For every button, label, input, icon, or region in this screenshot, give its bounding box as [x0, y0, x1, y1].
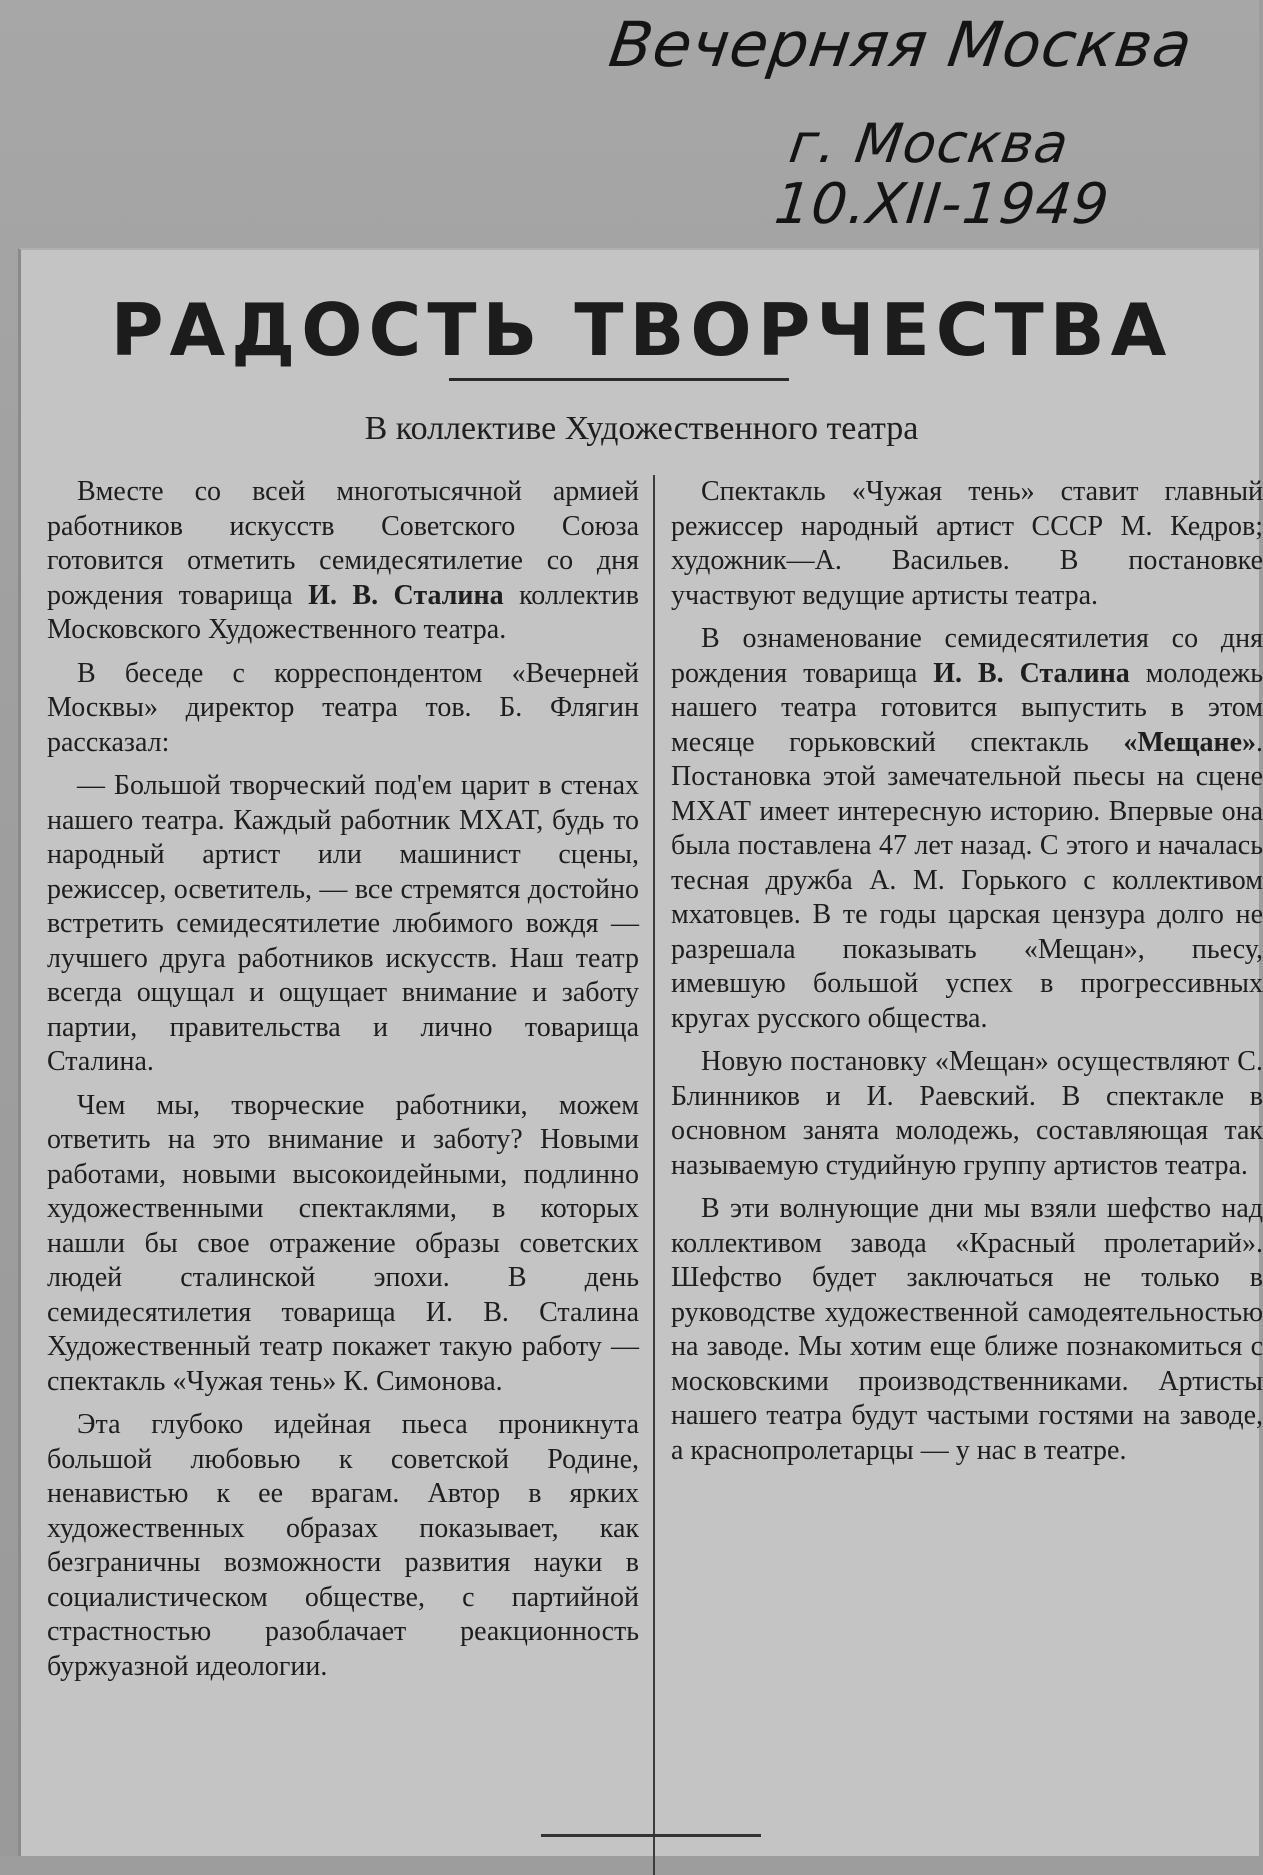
- paragraph: [47, 769, 639, 1080]
- paragraph: [47, 1408, 639, 1684]
- text-run: В ознаменование семидесятилетия со дня рождения товарища: [671, 623, 1263, 689]
- bold-text: И. В. Сталина: [308, 579, 504, 611]
- headline-rule: [449, 378, 789, 381]
- text-run: Спектакль «Чужая тень» ставит главный режиссер народный артист СССР М. Кедров; художник—А. Васильев. В постановке участвуют ведущие артисты театра.: [671, 476, 1263, 611]
- bold-text: И. В. Сталина: [933, 657, 1130, 689]
- paragraph: [671, 1192, 1263, 1468]
- right-column: [671, 475, 1263, 1477]
- text-run: Вместе со всей многотысячной армией работников искусств Советского Союза готовится отметить семидесятилетие со дня рождения товарища: [47, 476, 639, 611]
- paragraph: [671, 1045, 1263, 1183]
- article-headline: РАДОСТЬ ТВОРЧЕСТВА: [110, 288, 1173, 372]
- paragraph: [47, 657, 639, 761]
- paragraph: [671, 622, 1263, 1036]
- newspaper-clipping: [18, 248, 1263, 1856]
- bottom-ornament-rule: [541, 1834, 761, 1837]
- handwritten-date: 10.XII-1949: [771, 172, 1113, 237]
- left-column: [47, 475, 639, 1693]
- paragraph: [47, 1089, 639, 1400]
- paragraph: [671, 475, 1263, 613]
- text-run: Новую постановку «Мещан» осуществляют С. Блинников и И. Раевский. В спектакле в основном занята молодежь, составляющая так называемую студийную группу артистов театра.: [671, 1046, 1263, 1181]
- text-run: Эта глубоко идейная пьеса проникнута большой любовью к советской Родине, ненавистью к ее врагам. Автор в ярких художественных образах показывает, как безграничны возможности развития науки в социалистическом обществе, с партийной страстностью разоблачает реакционность буржуазной идеологии.: [47, 1409, 639, 1682]
- article-subheadline: В коллективе Художественного театра: [364, 410, 919, 447]
- handwritten-city: г. Москва: [785, 112, 1073, 175]
- handwritten-newspaper-name: Вечерняя Москва: [604, 8, 1198, 81]
- column-divider: [653, 475, 655, 1875]
- text-run: молодежь нашего театра готовится выпустить в этом месяце горьковский спектакль: [671, 657, 1263, 758]
- text-run: В эти волнующие дни мы взяли шефство над коллективом завода «Красный пролетарий». Шефство будет заключаться не только в руководстве художественной самодеятельностью на заводе. Мы хотим еще ближе познакомиться с московскими производственниками. Артисты нашего театра будут частыми гостями на заводе, а краснопролетарцы — у нас в театре.: [671, 1193, 1263, 1466]
- text-run: коллектив Московского Художественного театра.: [47, 579, 639, 645]
- paragraph: [47, 475, 639, 648]
- bold-text: «Мещане»: [1123, 726, 1256, 758]
- text-run: В беседе с корреспондентом «Вечерней Москвы» директор театра тов. Б. Флягин рассказал:: [47, 657, 639, 758]
- text-run: . Постановка этой замечательной пьесы на сцене МХАТ имеет интересную историю. Впервые она была поставлена 47 лет назад. С этого и началась тесная дружба А. М. Горького с коллективом мхатовцев. В те годы царская цензура долго не разрешала показывать «Мещан», пьесу, имевшую большой успех в прогрессивных кругах русского общества.: [671, 726, 1263, 1034]
- text-run: — Большой творческий под'ем царит в стенах нашего театра. Каждый работник МХАТ, будь то народный артист или машинист сцены, режиссер, осветитель, — все стремятся достойно встретить семидесятилетие любимого вождя — лучшего друга работников искусств. Наш театр всегда ощущал и ощущает внимание и заботу партии, правительства и лично товарища Сталина.: [47, 770, 639, 1077]
- text-run: Чем мы, творческие работники, можем ответить на это внимание и заботу? Новыми работами, новыми высокоидейными, подлинно художественными спектаклями, в которых нашли бы свое отражение образы советских людей сталинской эпохи. В день семидесятилетия товарища И. В. Сталина Художественный театр покажет такую работу — спектакль «Чужая тень» К. Симонова.: [47, 1089, 639, 1397]
